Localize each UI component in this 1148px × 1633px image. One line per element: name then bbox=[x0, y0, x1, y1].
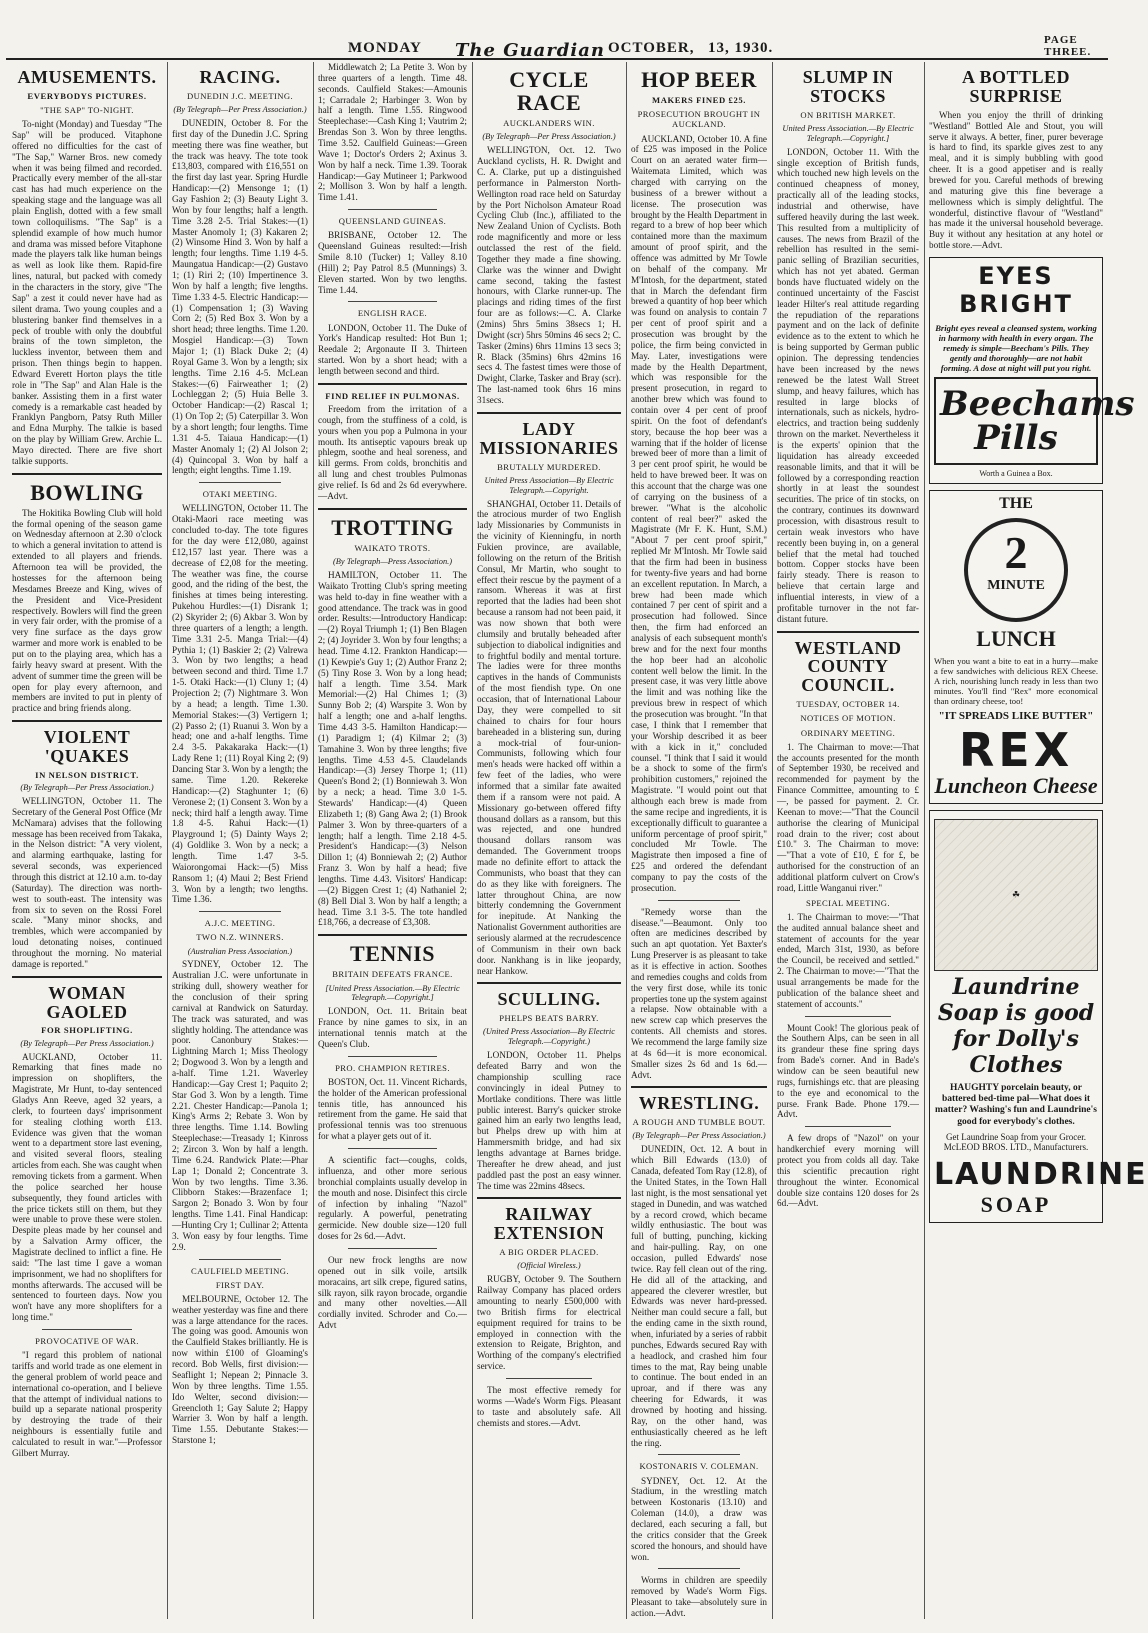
ordinary-body: 1. The Chairman to move:—That the accounts presented for the month of September 1930, be received and recommended for payment by the Finance Committee, amounting to £—, be passed for payment. 2. Cr. Keenan to move:—"That the Council authorise the clearing of Municipal road drain to the river; cost about £10." 3. The Chairman to move:—"That a vote of £10, £ for £, be authorised for the construction of an additional platform culvert on Crow's road, Little Wanganui river." bbox=[777, 741, 919, 893]
cycle-credit: (By Telegraph—Per Press Association.) bbox=[482, 132, 616, 142]
masthead-title: The Guardian bbox=[455, 40, 605, 61]
cycle-deck: AUCKLANDERS WIN. bbox=[503, 118, 595, 129]
eyes-bright-tagline: Bright eyes reveal a cleansed system, working in harmony with health in every organ. The remedy is simple—Beecham's Pills. They gently and thoroughly—are not habit forming. A dose at night will put you right. bbox=[935, 322, 1097, 374]
divider bbox=[348, 1148, 437, 1149]
divider bbox=[658, 1454, 740, 1455]
cycle-race-heading: CYCLE RACE bbox=[509, 67, 589, 116]
ajc-body: SYDNEY, October 12. The Australian J.C. were unfortunate in striking dull, showery weather for the conclusion of their spring carnival at Randwick on Saturday. The track was saturated, and was slightly holding. The attendance was poor. Canonbury Stakes:—Lightning March 1; Miss Theology 2; Dogwood 3. Won by a length and a-half. Time 1.21. Waverley Handicap:—Gay Crest 1; Paquito 2; Star God 3. Won by a length. Time 2.21. Chester Handicap:—Panola 1; King's Arms 2; Rebate 3. Won by three lengths. Time 1.14. Bowling Steeplechase:—Treasady 1; Kinross 2; Zircon 3. Won by half a length. Time 6.24. Randwick Plate:—Phar Lap 1; Donald 2; Concentrate 3. Won by two lengths. Time 3.36. Clibborn Stakes:—Brazenface 1; Sargon 2; Bonado 3. Won by four lengths. Time 1.41. Final Handicap:—Hunting Cry 1; Cullinar 2; Attenta 3. Won easy by four lengths. Time 2.9. bbox=[172, 959, 308, 1252]
gaoled-deck: FOR SHOPLIFTING. bbox=[41, 1025, 133, 1036]
get-laundrine: Get Laundrine Soap from your Grocer. McLEOD BROS. LTD., Manufacturers. bbox=[943, 1131, 1089, 1153]
divider bbox=[199, 1259, 281, 1260]
sculling-heading: SCULLING. bbox=[497, 989, 601, 1010]
hop-beer-heading: HOP BEER bbox=[641, 67, 757, 92]
cycle-body: WELLINGTON, Oct. 12. Two Auckland cyclists, H. R. Dwight and C. A. Clarke, put up a distinguished performance in Palmerston North-Wellington road race held on Saturday by the Port Nicholson Amateur Road Cycling Club (Inc.), affiliated to the New Zealand Union of Cyclists. Both rode magnificently and more or less outclassed the rest of the field. Together they made a fine showing. Clarke was the winner and Dwight came second, taking the fastest honours, with Clarke runner-up. The placings and riding times of the first four are as follows:—C. A. Clarke (2mins) 5hrs 5mins 38secs 1; H. Dwight (scr) 5hrs 50mins 46 secs 2; C. Tasker (2mins) 6hrs 11mins 13 secs 3; R. Black (35mins) 6hrs 42mins 16 secs 4. The fastest times were those of Dwight, Clarke, Tasker and Bray (scr). The last-named took 6hrs 16 mins 31secs. bbox=[477, 145, 621, 405]
ordinary-meeting: ORDINARY MEETING. bbox=[800, 727, 896, 738]
slump-deck: ON BRITISH MARKET. bbox=[800, 109, 896, 120]
divider bbox=[348, 301, 437, 302]
ajc-heading: A.J.C. MEETING. bbox=[204, 918, 276, 929]
beechams-pills-logo: Beechams Pills bbox=[934, 377, 1098, 465]
beechams-guinea: Worth a Guinea a Box. bbox=[979, 469, 1053, 479]
column-5 bbox=[631, 62, 767, 1623]
lady-deck: BRUTALLY MURDERED. bbox=[497, 461, 601, 472]
railway-heading: RAILWAY EXTENSION bbox=[493, 1204, 605, 1244]
kostonaris-heading: KOSTONARIS V. COLEMAN. bbox=[639, 1461, 759, 1472]
bowling-heading: BOWLING bbox=[30, 479, 144, 505]
divider bbox=[348, 1056, 437, 1057]
divider bbox=[805, 1016, 890, 1017]
trotting-credit: (By Telegraph—Press Association.) bbox=[332, 557, 453, 567]
amusements-body: To-night (Monday) and Tuesday "The Sap" will be produced. Vitaphone offered no difficulties for the cast of "The Sap," Warner Bros. new comedy when it was being filmed and recorded. Practically every member of the all-star cast has had much experience on the speaking stage and the language was all plain English, dotted with a few small town colloquilisms. "The Sap" is a splendid example of how much humor and drama was missed before Vitaphone made the players talk like human beings as well as look like them. Rapid-fire lines, natural, but packed with comedy in the characters in the story, give "The Sap" a zest it could never have had as silent drama. Two young couples and a blustering banker find themselves in a peck of trouble with only the doubtful brains of the town simpleton, the luckless inventor, between them and prison. Then things begin to happen. Edward Everett Horton plays the title role in "The Sap" and Alan Hale is the banker. Assisting them in a first water comedy is a remarkable cast headed by Franklyn Pangborn, Patsy Ruth Miller and Edna Murphy. The talkie is based on the play by William Grew. Archie L. Mayo directed. There are five short talkie supports. bbox=[12, 119, 162, 466]
english-race-body: LONDON, October 11. The Duke of York's Handicap resulted: Hot Bun 1; Reedale 2; Argonaute II 3. Thirteen started. Won by a short head; with a length between second and third. bbox=[318, 322, 467, 377]
divider bbox=[12, 473, 162, 475]
trotting-body: HAMILTON, October 11. The Waikato Trotting Club's spring meeting was held to-day in fine weather with a good attendance. The track was in good order. Results:—Introductory Handicap:—(2) Royal Triumph 1; (1) Ben Blagen 2; (4) Joyrider 3. Won by four lengths; a head. Time 4.12. Frankton Handicap:—(1) Kewpie's Guy 1; (2) Author Franz 2; (5) Tiny Rose 3. Won by a long head; half a length. Time 3.54. Mark Memorial:—(2) Hal Chimes 1; (3) Sunny Bob 2; (4) Warspite 3. Won by half a length; one and a-half lengths. Time 4.43 3-5. Hamilton Handicap:—(1) Paradigm 1; (4) Kilmar 2; (3) Tamahine 3. Won by three lengths; five lengths. Time 4.53 4-5. Claudelands Handicap:—(3) Jersey Thorpe 1; (11) Queen's Bond 2; (1) Bonniewah 3. Won by a neck; a head. Time 3.0 1-5. Stewards' Handicap:—(4) Queen Elizabeth 1; (8) Gang Awa 2; (1) Brook Palmer 3. Won by three-quarters of a length; half a length. Time 2.18 4-5. President's Handicap:—(3) Nelson Dillon 1; (4) Bonniewah 2; (2) Author Franz 3. Won by half a head; five lengths. Time 4.43. Visitors' Handicap:—(2) Biggen Crest 1; (4) Nathaniel 2; (8) Bell Dial 3. Won by half a length; a head. Time 3.1 3-5. The tote handled £18,766, a decrease of £3,308. bbox=[318, 569, 467, 928]
two-numeral: 2 bbox=[1004, 526, 1028, 578]
frocks-advt: Our new frock lengths are now opened out in silk voile, artsilk moracains, art silk crepe, figured satins, silk rayon, silk rayon brocade, organdie and many other novelties.—All cordially invited. Schroder and Co.—Advt bbox=[318, 1254, 467, 1331]
soap-label: SOAP bbox=[980, 1192, 1052, 1218]
wrestling-credit: (By Telegraph—Per Press Association.) bbox=[632, 1131, 766, 1141]
divider bbox=[318, 383, 467, 385]
quakes-credit: (By Telegraph—Per Press Association.) bbox=[20, 783, 154, 793]
the-sap-tonight: "THE SAP" TO-NIGHT. bbox=[40, 105, 134, 116]
gaoled-heading: WOMAN GAOLED bbox=[46, 982, 128, 1022]
the-label: THE bbox=[999, 494, 1033, 512]
provocative-body: "I regard this problem of national tariffs and world trade as one element in the general problem of world peace and international co-operation, and I believe that the attempt of individual nations to build up a separate national prosperity by destroying the trade of their neighbours is essentially futile and calculated to result in war."—Professor Gilbert Murray. bbox=[12, 1350, 162, 1458]
divider bbox=[42, 1329, 132, 1330]
otaki-heading: OTAKI MEETING. bbox=[202, 489, 278, 500]
sculling-credit: (United Press Association—By Electric Telegraph.—Copyright.) bbox=[483, 1027, 615, 1047]
divider bbox=[805, 1126, 890, 1127]
divider bbox=[477, 1197, 621, 1199]
railway-credit: (Official Wireless.) bbox=[517, 1261, 581, 1271]
queensland-heading: QUEENSLAND GUINEAS. bbox=[338, 216, 447, 227]
column-rule bbox=[924, 62, 925, 1619]
queensland-body: BRISBANE, October 12. The Queensland Guineas resulted:—Irish Smile 8.10 (Tucker) 1; Valley 8.10 (Hill) 2; Pay Patrol 8.5 (Munnings) 3. Eleven started. Won by two lengths. Time 1.44. bbox=[318, 230, 467, 295]
mount-cook-advt: Mount Cook! The glorious peak of the Southern Alps, can be seen in all its grandeur these fine spring days from Bade's corner. And in Bade's window can be seen beautiful new rugs, furnishings etc. that are pleasing to the eye and economical to the purse. Frank Bade. Phone 179.—Advt. bbox=[777, 1022, 919, 1120]
divider bbox=[318, 508, 467, 510]
caulfield-body: MELBOURNE, October 12. The weather yesterday was fine and there was a large attendance for the races. The going was good. Amounis won the Caulfield Stakes brilliantly. He is now within £100 of Gloaming's record. Bob Wells, first division:—Seaflight 1; Nepean 2; Pinnacle 3. Won by three lengths. Time 1.55. Ido Welter, second division:—Greencloth 1; Gay Salute 2; Happy Warrier 3. Won by half a length. Time 1.55. Debutante Stakes:—Starstone 1; bbox=[172, 1293, 308, 1446]
pulmonas-body: Freedom from the irritation of a cough, from the stuffiness of a cold, is yours when you pop a Pulmona in your mouth. Its antiseptic vapours break up phlegm, soothe and heal soreness, and kill germs. From colds, bronchitis and all lung and chest troubles Pulmonas give relief. Is 6d and 2s 6d everywhere.—Advt. bbox=[318, 404, 467, 501]
sculling-body: LONDON, October 11. Phelps defeated Barry and won the championship sculling race convincingly in ideal Putney to Mortlake conditions. There was little public interest. Barry's quicker stroke gained him an early two lengths lead, but Phelps drew up with him at Hammersmith bridge, and had six lengths advantage at Barnes bridge. Thereafter he drew ahead, and just paddled past the post an easy winner. The time was 22mins 48secs. bbox=[477, 1050, 621, 1191]
gaoled-body: AUCKLAND, October 11. Remarking that fines made no impression on shoplifters, the Magistrate, Mr Hunt, to-day sentenced Gladys Ann Reeve, aged 32 years, a clerk, to fourteen days' imprisonment for stealing clothing worth £13. Evidence was given that the woman went to a department store last evening, and visited several floors, stealing articles from each. She was caught when removing tickets from a garment. When the police searched her house subsequently, they found articles with the price tickets still on them, but they were unable to prove these were stolen. Despite pleas made by her counsel and by a Salvation Army officer, the Magistrate declined to inflict a fine. He said: "The last time I gave a woman imprisonment, we had no shoplifters for months afterwards. The accused will be sentenced to fourteen days. Now you won't have any more shoplifters for a long time." bbox=[12, 1051, 162, 1323]
railway-deck: A BIG ORDER PLACED. bbox=[499, 1247, 599, 1258]
wrestling-heading: WRESTLING. bbox=[638, 1093, 760, 1114]
divider bbox=[477, 412, 621, 414]
railway-body: RUGBY, October 9. The Southern Railway Company has placed orders amounting to nearly £500,000 with two British firms for electrical equipment required for trains to be employed in connection with the extension to Reigate, Brighton, and Worthing of the company's electrified service. bbox=[477, 1274, 621, 1372]
laundrine-script: Laundrine Soap is good for Dolly's Clothes bbox=[937, 974, 1095, 1079]
column-4 bbox=[477, 62, 621, 1623]
tennis-body: LONDON, Oct. 11. Britain beat France by nine games to six, in an international tennis match at the Queen's Club. bbox=[318, 1006, 467, 1049]
quakes-deck: IN NELSON DISTRICT. bbox=[35, 769, 139, 780]
column-rule bbox=[167, 62, 168, 1619]
divider bbox=[12, 976, 162, 978]
sculling-deck: PHELPS BEATS BARRY. bbox=[499, 1013, 599, 1024]
masthead-rule bbox=[6, 58, 1108, 60]
clock-icon bbox=[964, 518, 1068, 622]
hop-beer-body: AUCKLAND, October 10. A fine of £25 was imposed in the Police Court on an aerated water firm—Waitemata Limited, which was charged with carrying on the business of a brewer without a license. The prosecution was brought by the Health Department in regard to a brew of hop beer which contained more than the maximum amount of proof spirit, and the offence was admitted by Mr Towle on behalf of the company. Mr M'Intosh, for the department, stated that in March the defendant firm brewed a quantity of hop beer which was found on analysis to contain 7 per cent of proof spirit and a prosecution was brought by the police, the firm being convicted in May. Later, investigations were made by the Health Department, which was responsible for the present prosecution, in regard to another brew which was found to contain over 4 per cent of proof spirit. On the foot of defendant's story, because the hop beer was a warning that if the holder of license brewed beer of more than a limit of 3 per cent proof spirit, he would be held to have brewed beer. It was on this account that the charge was one of carrying on the business of a brewer. "What is the alcoholic content of real beer?" asked the Magistrate (Mr F. K. Hunt, S.M.) "About 7 per cent proof spirit," replied Mr M'Intosh. Mr Towle said that the firm had been in business for twenty-five years and had borne an excellent reputation. In March, a brew had been made which contained 7 per cent of spirit and a prosecution had followed. Since then, the firm had enforced an analysis of each subsequent month's brew and for the next four months the hop beer had an alcoholic content well below the limit. In the present case, it was very little above the limit and was nothing like the previous brew in respect of which the prosecution was brought. "In that case, I think that I remember that your Worship described it as beer with a kick in it," concluded counsel. "I think that I said it would be a shock to some of the firm's prohibition customers," rejoined the Magistrate. "I would point out that although each brew is made from the same recipe and ingredients, it is exceptionally difficult to guarantee a uniform percentage of proof spirit," concluded Mr Towle. The Magistrate then imposed a fine of £25 and ordered the defendant company to pay the costs of the prosecution. bbox=[631, 133, 767, 893]
laundrine-logo: LAUNDRINE bbox=[934, 1157, 1148, 1193]
column-rule bbox=[772, 62, 773, 1619]
dunedin-body: DUNEDIN, October 8. For the first day of the Dunedin J.C. Spring meeting there was fine weather, but the track was heavy. The tote took £13,803, compared with £16,551 on the first day last year. Spring Hurdle Handicap:—(2) Mensonge 1; (1) Gay Fashion 2; (3) Beauty Light 3. Won by four lengths; half a length. Time 3.28 2-5. Trial Stakes:—(1) Master Anomoly 1; (3) Kakaren 2; (2) Winsome Hind 3. Won by half a length; four lengths. Time 1.19 4-5. Maungatua Handicap:—(2) Gustavo 1; (1) Riri 2; (10) Impertinence 3. Won by half a length; five lengths. Time 1.33 4-5. Electric Handicap:—(1) Compensation 1; (3) Waving Corn 2; (5) Red Box 3. Won by a short head; three lengths. Time 1.20. Mosgiel Handicap:—(3) Town Major 1; (1) Black Duke 2; (4) Royal Game 3. Won by a length; six lengths. Time 2.16 4-5. McLean Stakes:—(6) Fairweather 1; (2) Lochleggan 2; (5) Huia Belle 3. October Handicap:—(2) Rascal 1; (1) On Top 2; (5) Caterpillar 3. Won by a short length; four lengths. Time 1.31 4-5. Taiaua Handicap:—(1) Master Anomaly 1; (2) Al Jolson 2; (4) Quincopal 3. Won by half a length; eight lengths. Time 1.19. bbox=[172, 117, 308, 476]
worm-figs-advt: The most effective remedy for worms —Wade's Worm Figs. Pleasant to taste and absolutely safe. All chemists and stores.—Advt. bbox=[477, 1384, 621, 1428]
bottled-surprise-body: When you enjoy the thrill of drinking "Westland" Bottled Ale and Stout, you will serve it always. A better, finer, purer beverage is hard to find, its sparkle gives zest to any meal, and it is simply bubbling with good cheer. It is a good appetiser and is really brewed for you. Careful methods of brewing and maturing give this fine beverage a mellowness which is simply delightful. The wonderful, distinctive flavour of "Westland" has made it the universal household beverage. Buy it without any hesitation at any hotel or bottle store.—Advt. bbox=[929, 109, 1103, 251]
laundrine-advert bbox=[929, 810, 1148, 1223]
quakes-heading: VIOLENT 'QUAKES bbox=[43, 727, 131, 766]
divider bbox=[658, 1568, 740, 1569]
special-meeting: SPECIAL MEETING. bbox=[806, 897, 890, 908]
english-race-heading: ENGLISH RACE. bbox=[357, 308, 428, 319]
divider bbox=[777, 631, 919, 633]
column-rule bbox=[313, 62, 314, 1619]
column-rule bbox=[472, 62, 473, 1619]
trotting-heading: TROTTING bbox=[331, 514, 454, 540]
dolls-illustration bbox=[934, 819, 1098, 971]
column-6 bbox=[777, 62, 919, 1623]
baxters-advt: "Remedy worse than the disease."—Beaumont. Only too often are medicines described by such an apt quotation. Yet Baxter's Lung Preserver is as pleasant to take as it is effective in action. Soothes and remedies coughs and colds from the very first dose, while its tonic properties tone up the system against a relapse. Now obtainable with a new screw cap which preserves the contents. All chemists and stores. We recommend the large family size at 4s 6d—it is more economical. Smaller sizes 2s 6d and 1s 6d.—Advt. bbox=[631, 906, 767, 1080]
masthead-day: MONDAY bbox=[348, 40, 422, 56]
gaoled-credit: (By Telegraph—Per Press Association.) bbox=[20, 1038, 154, 1048]
special-body: 1. The Chairman to move:—"That the audited annual balance sheet and statement of accounts for the year ended, March 31st, 1930, as before the Council, be received and settled." 2. The Chairman to move:—"That the usual arrangements be made for the publication of the balance sheet and statement of accounts." bbox=[777, 911, 919, 1009]
divider bbox=[318, 934, 467, 936]
lady-body: SHANGHAI, October 11. Details of the atrocious murder of two English lady Missionaries by Communists in the vicinity of Kienningfu, in north Fukien province, are available, following on the return of the British Consul, Mr Martin, who sought to effect their rescue by the payment of a ransom. Whereas it was at first reported that the ladies had been shot because a ransom had not been paid, it was now shown that both were clumsily and brutally beheaded after subjection to diabolical indignities and to frightful bodily and mental torture. The ladies were for three months captives in the hands of Communists of the most fiendish type. On one occasion, that of International Labour Day, they were compelled to sit chained to chairs for four hours bareheaded in a blistering sun, during a mock-trial of four-union-Communists, following which four men's heads were hacked off within a few feet of the ladies, who were informed that a similar fate awaited them if a ransom were not paid. A Missionary go-between offered fifty thousand dollars as a ransom, but this was rejected, and one hundred thousand dollars ransom was demanded. The Government troops made no definite effort to attack the Communists, who boast that they can do as they like with foreigners. The latter throughout China, are now bitterly condemning the Government for inepitude. At Nanking the Nationalist Government authorities are seriously alarmed at the recrudescence of Communism in their own back door. Nankhang is in like jeopardy, near Hankow. bbox=[477, 498, 621, 976]
tennis-credit: [United Press Association.—By Electric Telegraph.—Copyright.] bbox=[325, 983, 460, 1003]
luncheon-cheese: Luncheon Cheese bbox=[934, 773, 1098, 799]
wrestling-deck: A ROUGH AND TUMBLE BOUT. bbox=[632, 1117, 766, 1128]
amusements-heading: AMUSEMENTS. bbox=[17, 67, 157, 87]
worm-figs-advt-2: Worms in children are speedily removed by Wade's Worm Figs. Pleasant to take—absolutely sure in action.—Advt. bbox=[631, 1575, 767, 1619]
spreads-slogan: "IT SPREADS LIKE BUTTER" bbox=[938, 710, 1094, 723]
lunch-body: When you want a bite to eat in a hurry—make a few sandwiches with delicious REX Cheese. A rich, nourishing lunch ready in less than two minutes. You'll find "Rex" more economical than ordinary cheese, too! bbox=[934, 655, 1098, 707]
everybodys-pictures: EVERYBODYS PICTURES. bbox=[27, 90, 147, 101]
caulfield-heading: CAULFIELD MEETING. bbox=[191, 1265, 289, 1276]
pro-champion-heading: PRO. CHAMPION RETIRES. bbox=[335, 1062, 450, 1073]
dunedin-meeting: DUNEDIN J.C. MEETING. bbox=[186, 90, 294, 101]
slump-body: LONDON, October 11. With the single exception of British funds, which touched new high levels on the continued cheapness of money, practically all of the leading stocks, industrial and otherwise, have suffered heavily during the last week. This resulted from a multiplicity of causes. The news from Brazil of the rebellion has resulted in the semi-panic selling of Brazilian securities, which has not yet abated. German bonds have fluctuated widely on the continued uncertainty of the Fascist leader Hilter's real attitude regarding the repudiation of the reparations payment and on the lack of definite evidence as to the extent to which he is being supported by German public opinion. The depressing tendencies have been increased by the news renewed be the latest Wall Street slump, and heavy failures, which has resulted in large blocks of internationals, such as nickels, hydro-electrics, and traction being suddenly thrown on the market. Nevertheless it is the experts' opinion that the liquidation has already exceeded reasonable limits, and that it will be followed by a corresponding reaction shortly in at least the soundest securities. The price of tin stocks, on the contrary, continues its downward procession, with disastrous result to certain weak investors who have recently been buying in, on a general belief that the metal had touched bottom. Copper stocks have been fairly steady. There is reason to believe that certain large and influential interests, in view of a profitable turnover in the not far-distant future. bbox=[777, 146, 919, 624]
tennis-deck: BRITAIN DEFEATS FRANCE. bbox=[332, 969, 453, 980]
quakes-body: WELLINGTON, October 11. The Secretary of the General Post Office (Mr McNamara) advises that the following message has been received from Takaka, in the Nelson district: "A very violent, and alarming earthquake, lasting for several seconds, was experienced through this district at 12.10 a.m. to-day (Saturday). The direction was north-west to south-east. The intensity was from six to seven on the Rossi Forel scale. "Many minor shocks, and trembles, which were accompanied by loud detonating noises, continued throughout the morning. No material damage is reported." bbox=[12, 795, 162, 969]
divider bbox=[658, 900, 740, 901]
tennis-heading: TENNIS bbox=[350, 941, 435, 967]
bottled-surprise-heading: A BOTTLED SURPRISE bbox=[961, 67, 1071, 106]
divider bbox=[12, 720, 162, 722]
two-winners: TWO N.Z. WINNERS. bbox=[196, 932, 284, 943]
beechams-advert bbox=[929, 257, 1135, 484]
haughty-copy: HAUGHTY porcelain beauty, or battered bed-time pal—What does it matter? Washing's fun and Laundrine's good for everybody's clothes. bbox=[935, 1082, 1097, 1127]
column-7 bbox=[929, 62, 1148, 1623]
masthead-month: OCTOBER, bbox=[608, 40, 695, 56]
notices-of-motion: NOTICES OF MOTION. bbox=[800, 713, 896, 724]
caulfield-continued: Middlewatch 2; La Petite 3. Won by three quarters of a length. Time 48. seconds. Caulfield Stakes:—Amounis 1; Carradale 2; Harbinger 3. Won by half a length. Time 1.55. Ringwood Steeplechase:—Cash King 1; Vautrim 2; Brendas Son 3. Won by three lengths. Time 3.52. Caulfield Guineas:—Green Wave 1; Doctor's Orders 2; Axinus 3. Won by half a neck. Time 1.39. Toorak Handicap:—Gay Mutineer 1; Parkwood 2; Mollison 3. Won by half a length. Time 1.41. bbox=[318, 62, 467, 203]
page-number: PAGE THREE. bbox=[1044, 34, 1092, 58]
lady-credit: United Press Association—By Electric Telegraph.—Copyright. bbox=[484, 475, 614, 495]
divider bbox=[199, 482, 281, 483]
hop-beer-deck: MAKERS FINED £25. bbox=[652, 95, 746, 106]
rex-logo: REX bbox=[958, 723, 1074, 778]
provocative-heading: PROVOCATIVE OF WAR. bbox=[35, 1335, 139, 1346]
pro-champion-body: BOSTON, Oct. 11. Vincent Richards, the holder of the American professional tennis title, has announced his retirement from the game. He said that professional tennis was too strenuous for what a player gets out of it. bbox=[318, 1076, 467, 1142]
lady-missionaries-heading: LADY MISSIONARIES bbox=[479, 418, 619, 458]
eyes-bright-title: EYES BRIGHT bbox=[959, 261, 1073, 319]
divider bbox=[348, 1248, 437, 1249]
hop-beer-sub: PROSECUTION BROUGHT IN AUCKLAND. bbox=[637, 109, 761, 130]
nazol-advt-2: A few drops of "Nazol" on your handkerchief every morning will protect you from colds all day. Take this scientific precaution right throughout the winter. Economical double size contains 120 doses for 2s 6d.—Advt. bbox=[777, 1133, 919, 1209]
divider bbox=[348, 209, 437, 210]
rex-cheese-advert bbox=[929, 490, 1103, 804]
divider bbox=[477, 982, 621, 984]
otaki-body: WELLINGTON, October 11. The Otaki-Maori race meeting was concluded to-day. The tote figures for the day were £12,080, against £12,157 last year. There was a decrease of £2,08 for the meeting. The weather was fine, the course good, and the riding of the best, the finishes at times being interesting. Pukehou Hurdles:—(1) Disrank 1; (2) Skyrider 2; (6) Akbar 3. Won by three quarters of a length; a length. Time 3.31 2-5. Manga Trial:—(4) Pythia 1; (1) Baskier 2; (2) Valrewa 3. Won by two lengths; a head between second and third. Time 1.7 1-5. Otaki Hack:—(1) Cluny 1; (4) Projection 2; (7) Nightmare 3. Won by a head; a length. Time 1.30. Memorial Stakes:—(3) Vertigern 1; (2) Passo 2; (1) Ruanui 3. Won by a head; one and a-half lengths. Time 2.4 3-5. Pakakaraka Hack:—(1) Lady Rene 1; (11) Royal King 2; (9) Dancing Star 3. Won by a length; the same. Time 1.20. Rekereke Handicap:—(2) Staghunter 1; (6) Veronese 2; (1) Consent 3. Won by a neck; third half a length away. Time 1.8 4-5. Rahui Hack:—(1) Playground 1; (5) Dainty Ways 2; (4) Goldlike 3. Won by a neck; a length. Time 1.47 3-5. Waiorongomai Hack:—(5) Miss Ransom 1; (4) Maui 2; Best Friend 3. Won by a length; two lengths. Time 1.36. bbox=[172, 503, 308, 905]
illustration-icon: ☘ bbox=[1011, 889, 1021, 900]
lunch-label: LUNCH bbox=[976, 625, 1056, 651]
column-1 bbox=[12, 62, 162, 1623]
nazol-advt: A scientific fact—coughs, colds, influenza, and other more serious bronchial complaints usually develop in the mouth and nose. Disinfect this circle of infection by inhaling "Nazol" regularly. A powerful, penetrating germicide. New double size—120 full doses for 2s 6d.—Advt. bbox=[318, 1155, 467, 1242]
column-2 bbox=[172, 62, 308, 1623]
westland-heading: WESTLAND COUNTY COUNCIL. bbox=[794, 637, 902, 696]
waikato-trots: WAIKATO TROTS. bbox=[354, 542, 431, 553]
slump-heading: SLUMP IN STOCKS bbox=[802, 67, 894, 106]
minute-label: MINUTE bbox=[987, 577, 1045, 593]
divider bbox=[199, 911, 281, 912]
racing-credit: (By Telegraph—Per Press Association.) bbox=[173, 105, 307, 115]
divider bbox=[506, 1378, 592, 1379]
first-day: FIRST DAY. bbox=[215, 1279, 265, 1290]
ajc-credit: (Australian Press Association.) bbox=[187, 946, 293, 956]
slump-credit: United Press Association.—By Electric Telegraph.—Copyright.] bbox=[782, 123, 914, 143]
divider bbox=[631, 1086, 767, 1088]
column-rule bbox=[626, 62, 627, 1619]
kostonaris-body: SYDNEY, Oct. 12. At the Stadium, in the wrestling match between Kostonaris (13.10) and Coleman (14.0), a draw was declared, each securing a fall, but the critics consider that the Greek scored the honours, and should have won. bbox=[631, 1475, 767, 1562]
masthead-date: 13, 1930. bbox=[708, 40, 774, 56]
pulmonas-heading: FIND RELIEF IN PULMONAS. bbox=[325, 390, 460, 401]
westland-date: TUESDAY, OCTOBER 14. bbox=[796, 699, 900, 710]
column-3 bbox=[318, 62, 467, 1623]
wrestling-body: DUNEDIN, Oct. 12. A bout in which Bill Edwards (13.0) of Canada, defeated Tom Ray (12.8), of the United States, in the Town Hall last night, is the most sensational yet staged in Dunedin, and was watched by a record crowd, which became wildly enthusiastic. The bout was full of butting, punching, kicking and hair-pulling. Ray, on one occasion, pulled Edwards' nose twice. Ray fell clean out of the ring. He did all of the attacking, and appeared the cleverer wrestler, but Edwards was never hard-pressed. Neither man could secure a fall, but the ending came in the sixth round, when, infuriated by a series of rabbit punches, Edwards secured Ray with a headlock, and crashed him four times to the mat, Ray being unable to continue. The bout ended in an uproar, and if there was any cheering for Edwards, it was drowned by hooting and hissing. Ray, on the other hand, was enthusiastically cheered as he left the ring. bbox=[631, 1144, 767, 1448]
racing-heading: RACING. bbox=[199, 67, 281, 87]
bowling-body: The Hokitika Bowling Club will hold the formal opening of the season game on Wednesday afternoon at 2.30 o'clock to which a general invitation to attend is extended to all players and friends. Afternoon tea will be provided, the hostesses for the afternoon being Mesdames Breeze and King, wives of the President and Vice-President respectively. Bowlers will find the green in very fair order, with the promise of a very fine surface as the days grow warmer and more work is enabled to be put on to the playing area, which has a fairly heavy sward at present. With the advent of summer time the green will be open for play every afternoon, and members are invited to put in plenty of practice and bring friends along. bbox=[12, 507, 162, 714]
